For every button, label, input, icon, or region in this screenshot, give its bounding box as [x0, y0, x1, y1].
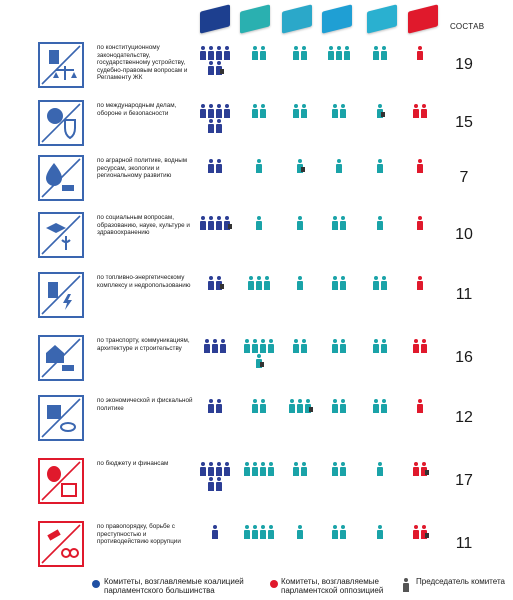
member-icon: [256, 216, 262, 230]
member-icon: [244, 525, 250, 539]
member-icon: [377, 462, 383, 476]
scales-icon: [38, 42, 84, 88]
member-icon: [340, 462, 346, 476]
member-icon: [252, 525, 258, 539]
faction-members: [363, 276, 397, 290]
member-icon: [244, 339, 250, 353]
faction-members: [403, 104, 437, 118]
member-icon: [421, 104, 427, 118]
committee-total: 12: [455, 409, 473, 426]
chair-legend-text: Председатель комитета: [416, 577, 505, 586]
member-icon: [200, 462, 206, 476]
member-icon: [260, 399, 266, 413]
committee-total: 16: [455, 349, 473, 366]
budget-calculator-icon: [38, 458, 84, 504]
member-icon: [208, 399, 214, 413]
member-icon: [340, 216, 346, 230]
faction-members: [403, 276, 437, 290]
member-icon: [332, 104, 338, 118]
faction-members: [283, 339, 317, 353]
member-icon: [216, 462, 222, 476]
faction-members: [283, 276, 317, 290]
member-icon: [293, 462, 299, 476]
member-icon: [297, 276, 303, 290]
chair-marker-icon: [301, 167, 305, 172]
member-icon: [208, 159, 214, 173]
committee-name: по экономической и фискальной политике: [97, 397, 193, 412]
member-icon: [208, 104, 214, 118]
faction-members: [198, 339, 232, 353]
member-icon: [260, 462, 266, 476]
member-icon: [377, 159, 383, 173]
member-icon: [208, 276, 214, 290]
committee-name: по международным делам, обороне и безопасности: [97, 102, 177, 117]
member-icon: [216, 46, 222, 60]
member-icon: [256, 354, 262, 368]
member-icon: [252, 462, 258, 476]
member-icon: [413, 525, 419, 539]
member-icon: [200, 46, 206, 60]
faction-members: [322, 462, 356, 476]
faction-members: [363, 525, 397, 539]
faction-members: [403, 159, 437, 173]
member-icon: [373, 339, 379, 353]
member-icon: [216, 276, 222, 290]
faction-members: [198, 276, 232, 290]
member-icon: [417, 399, 423, 413]
member-icon: [252, 46, 258, 60]
committee-name: по правопорядку, борьбе с преступностью и противодействию коррупции: [97, 523, 181, 546]
member-icon: [332, 462, 338, 476]
member-icon: [332, 216, 338, 230]
faction-members: [283, 159, 317, 173]
committee-name: по топливно-энергетическому комплексу и недропользованию: [97, 274, 191, 289]
member-icon: [421, 462, 427, 476]
member-icon: [212, 339, 218, 353]
faction-members: [242, 159, 276, 173]
member-icon: [417, 216, 423, 230]
member-icon: [212, 525, 218, 539]
faction-members: [322, 525, 356, 539]
member-icon: [208, 61, 214, 75]
faction-members: [322, 159, 356, 173]
chair-legend-icon: [403, 578, 409, 592]
faction-members: [363, 216, 397, 230]
chair-marker-icon: [220, 69, 224, 74]
faction-members: [198, 399, 232, 413]
member-icon: [336, 46, 342, 60]
member-icon: [377, 104, 383, 118]
member-icon: [297, 399, 303, 413]
member-icon: [417, 276, 423, 290]
flag-6: [408, 4, 438, 33]
member-icon: [297, 159, 303, 173]
member-icon: [381, 46, 387, 60]
flag-3: [282, 4, 312, 33]
member-icon: [289, 399, 295, 413]
member-icon: [220, 339, 226, 353]
member-icon: [373, 399, 379, 413]
committee-name: по бюджету и финансам: [97, 460, 169, 467]
member-icon: [340, 399, 346, 413]
flag-4: [322, 4, 352, 33]
flag-2: [240, 4, 270, 33]
member-icon: [208, 119, 214, 133]
member-icon: [381, 339, 387, 353]
member-icon: [381, 276, 387, 290]
member-icon: [248, 276, 254, 290]
committee-total: 7: [459, 169, 469, 186]
member-icon: [293, 339, 299, 353]
faction-members: [242, 399, 276, 413]
member-icon: [328, 46, 334, 60]
member-icon: [340, 339, 346, 353]
faction-members: [242, 216, 276, 230]
member-icon: [204, 339, 210, 353]
member-icon: [216, 216, 222, 230]
chair-marker-icon: [260, 362, 264, 367]
faction-members: [242, 339, 276, 368]
member-icon: [208, 477, 214, 491]
faction-members: [198, 104, 232, 133]
member-icon: [344, 46, 350, 60]
member-icon: [340, 525, 346, 539]
faction-members: [242, 462, 276, 476]
faction-members: [403, 46, 437, 60]
coins-icon: [38, 395, 84, 441]
faction-members: [322, 216, 356, 230]
committee-total: 11: [455, 535, 473, 552]
committee-total: 10: [455, 226, 473, 243]
committee-total: 15: [455, 114, 473, 131]
member-icon: [293, 46, 299, 60]
member-icon: [260, 525, 266, 539]
member-icon: [224, 104, 230, 118]
member-icon: [244, 462, 250, 476]
member-icon: [421, 525, 427, 539]
member-icon: [301, 46, 307, 60]
faction-members: [322, 399, 356, 413]
water-drop-icon: [38, 155, 84, 201]
committee-name: по аграрной политике, водным ресурсам, экологии и региональному развитию: [97, 157, 188, 180]
faction-members: [322, 104, 356, 118]
faction-members: [322, 46, 356, 60]
faction-members: [198, 46, 232, 75]
member-icon: [224, 462, 230, 476]
member-icon: [413, 339, 419, 353]
majority-legend-dot: [92, 580, 100, 588]
member-icon: [216, 477, 222, 491]
faction-members: [283, 462, 317, 476]
faction-members: [198, 525, 232, 539]
graduation-cap-icon: [38, 212, 84, 258]
member-icon: [417, 159, 423, 173]
faction-members: [198, 462, 232, 491]
member-icon: [332, 525, 338, 539]
member-icon: [208, 462, 214, 476]
majority-legend-text: Комитеты, возглавляемые коалицией парламентского большинства: [104, 577, 244, 595]
member-icon: [260, 104, 266, 118]
faction-members: [403, 216, 437, 230]
member-icon: [216, 61, 222, 75]
member-icon: [268, 339, 274, 353]
house-truck-icon: [38, 335, 84, 381]
member-icon: [373, 46, 379, 60]
chair-marker-icon: [309, 407, 313, 412]
flag-1: [200, 4, 230, 33]
faction-members: [363, 399, 397, 413]
member-icon: [268, 525, 274, 539]
faction-members: [322, 276, 356, 290]
faction-members: [242, 104, 276, 118]
faction-members: [403, 462, 437, 476]
faction-members: [283, 525, 317, 539]
faction-members: [403, 525, 437, 539]
chair-marker-icon: [425, 470, 429, 475]
committee-name: по транспорту, коммуникациям, архитектуре и строительству: [97, 337, 190, 352]
member-icon: [332, 339, 338, 353]
shield-icon: [38, 100, 84, 146]
member-icon: [332, 276, 338, 290]
chair-marker-icon: [381, 112, 385, 117]
member-icon: [297, 525, 303, 539]
chair-marker-icon: [425, 533, 429, 538]
opposition-legend-dot: [270, 580, 278, 588]
faction-members: [363, 104, 397, 118]
faction-members: [363, 46, 397, 60]
member-icon: [224, 46, 230, 60]
faction-members: [403, 339, 437, 353]
member-icon: [216, 399, 222, 413]
total-column-label: СОСТАВ: [450, 22, 485, 31]
faction-members: [322, 339, 356, 353]
member-icon: [301, 104, 307, 118]
committee-name: по конституционному законодательству, государственному устройству, судебно-правовым вопросам и Регламенту ЖК: [97, 44, 188, 82]
flag-5: [367, 4, 397, 33]
opposition-legend-text: Комитеты, возглавляемые парламентской оппозицией: [281, 577, 384, 595]
committee-name: по социальным вопросам, образованию, науке, культуре и здравоохранению: [97, 214, 190, 237]
member-icon: [268, 462, 274, 476]
member-icon: [417, 46, 423, 60]
member-icon: [297, 216, 303, 230]
chair-marker-icon: [228, 224, 232, 229]
member-icon: [216, 119, 222, 133]
faction-members: [242, 46, 276, 60]
faction-members: [363, 462, 397, 476]
member-icon: [336, 159, 342, 173]
faction-members: [283, 399, 317, 413]
member-icon: [293, 104, 299, 118]
member-icon: [377, 525, 383, 539]
member-icon: [373, 276, 379, 290]
member-icon: [260, 339, 266, 353]
energy-icon: [38, 272, 84, 318]
chair-marker-icon: [220, 284, 224, 289]
member-icon: [413, 462, 419, 476]
member-icon: [200, 216, 206, 230]
member-icon: [377, 216, 383, 230]
member-icon: [208, 46, 214, 60]
member-icon: [301, 462, 307, 476]
member-icon: [208, 216, 214, 230]
faction-members: [363, 339, 397, 353]
member-icon: [381, 399, 387, 413]
faction-members: [283, 216, 317, 230]
member-icon: [413, 104, 419, 118]
faction-members: [283, 46, 317, 60]
member-icon: [224, 216, 230, 230]
member-icon: [256, 276, 262, 290]
committee-total: 11: [455, 286, 473, 303]
member-icon: [305, 399, 311, 413]
member-icon: [216, 159, 222, 173]
member-icon: [340, 104, 346, 118]
gavel-icon: [38, 521, 84, 567]
faction-members: [403, 399, 437, 413]
member-icon: [252, 104, 258, 118]
member-icon: [252, 339, 258, 353]
faction-members: [242, 276, 276, 290]
committee-total: 19: [455, 56, 473, 73]
committee-total: 17: [455, 472, 473, 489]
member-icon: [200, 104, 206, 118]
member-icon: [252, 399, 258, 413]
faction-members: [363, 159, 397, 173]
member-icon: [340, 276, 346, 290]
member-icon: [216, 104, 222, 118]
member-icon: [264, 276, 270, 290]
member-icon: [260, 46, 266, 60]
faction-members: [198, 159, 232, 173]
member-icon: [256, 159, 262, 173]
member-icon: [421, 339, 427, 353]
member-icon: [301, 339, 307, 353]
member-icon: [332, 399, 338, 413]
faction-members: [242, 525, 276, 539]
faction-members: [283, 104, 317, 118]
faction-members: [198, 216, 232, 230]
